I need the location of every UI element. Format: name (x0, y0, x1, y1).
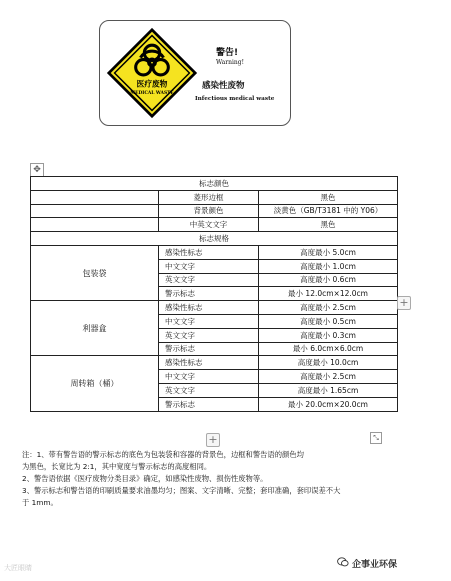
item-cell: 感染性标志 (159, 301, 259, 315)
value-cell: 高度最小 0.6cm (259, 273, 398, 287)
table-row (31, 218, 398, 232)
insert-row-button[interactable]: + (397, 296, 411, 310)
value-cell: 高度最小 10.0cm (259, 356, 398, 370)
item-cell: 感染性标志 (159, 245, 259, 259)
group-name-cell: 利器盒 (31, 301, 159, 356)
table-row (31, 245, 398, 259)
section-header-spec: 标志规格 (31, 232, 398, 246)
sign-text-cn: 医疗废物 (136, 79, 168, 89)
spec-table (30, 176, 398, 412)
watermark-left: 大匠眼睛 (4, 564, 32, 572)
value-cell: 黑色 (259, 190, 398, 204)
value-cell: 淡黄色（GB/T3181 中的 Y06） (259, 204, 398, 218)
watermark-right: 企事业环保 (352, 560, 398, 570)
group-name-cell: 包装袋 (31, 245, 159, 300)
note-line: 注：1、带有警告语的警示标志的底色为包装袋和容器的背景色，边框和警告语的颜色均 (22, 450, 304, 459)
item-cell: 中文文字 (159, 370, 259, 384)
value-cell: 高度最小 2.5cm (259, 370, 398, 384)
note-line: 于 1mm。 (22, 498, 58, 507)
table-row (31, 190, 398, 204)
table-row (31, 204, 398, 218)
table-row (31, 177, 398, 191)
group-name-cell: 周转箱（桶） (31, 356, 159, 411)
empty-cell (31, 204, 159, 218)
item-cell: 英文文字 (159, 273, 259, 287)
item-cell: 警示标志 (159, 342, 259, 356)
item-cell: 菱形边框 (159, 190, 259, 204)
item-cell: 背景颜色 (159, 204, 259, 218)
note-line: 2、警告语依据《医疗废物分类目录》确定，如感染性废物、损伤性废物等。 (22, 474, 268, 483)
item-cell: 警示标志 (159, 287, 259, 301)
table-row (31, 301, 398, 315)
item-cell: 感染性标志 (159, 356, 259, 370)
warning-cn: 警告! (216, 48, 239, 58)
value-cell: 最小 20.0cm×20.0cm (259, 397, 398, 411)
value-cell: 最小 6.0cm×6.0cm (259, 342, 398, 356)
wechat-icon (337, 556, 349, 568)
value-cell: 高度最小 0.3cm (259, 328, 398, 342)
value-cell: 黑色 (259, 218, 398, 232)
category-en: Infectious medical waste (195, 96, 275, 102)
item-cell: 中文文字 (159, 259, 259, 273)
empty-cell (31, 218, 159, 232)
section-header-color: 标志颜色 (31, 177, 398, 191)
category-cn: 感染性废物 (202, 81, 245, 91)
sign-text-en: MEDICAL WASTE (130, 91, 174, 97)
warning-label-card (99, 20, 291, 126)
item-cell: 中文文字 (159, 314, 259, 328)
insert-column-button[interactable]: + (206, 433, 220, 447)
value-cell: 最小 12.0cm×12.0cm (259, 287, 398, 301)
value-cell: 高度最小 2.5cm (259, 301, 398, 315)
value-cell: 高度最小 1.65cm (259, 383, 398, 397)
value-cell: 高度最小 1.0cm (259, 259, 398, 273)
item-cell: 英文文字 (159, 328, 259, 342)
item-cell: 警示标志 (159, 397, 259, 411)
note-line: 为黑色，长宽比为 2:1，其中宽度与警示标志的高度相同。 (22, 462, 212, 471)
note-line: 3、警示标志和警告语的印刷质量要求油墨均匀；图案、文字清晰、完整；套印准确，套印误差不大 (22, 486, 341, 495)
item-cell: 英文文字 (159, 383, 259, 397)
table-row (31, 356, 398, 370)
biohazard-icon (104, 25, 200, 121)
value-cell: 高度最小 0.5cm (259, 314, 398, 328)
empty-cell (31, 190, 159, 204)
item-cell: 中英文文字 (159, 218, 259, 232)
table-move-handle-icon[interactable]: ✥ (30, 163, 44, 177)
table-resize-handle-icon[interactable]: ⤡ (370, 432, 382, 444)
table-row (31, 232, 398, 246)
warning-en: Warning! (216, 59, 244, 66)
notes-block (22, 449, 422, 509)
value-cell: 高度最小 5.0cm (259, 245, 398, 259)
